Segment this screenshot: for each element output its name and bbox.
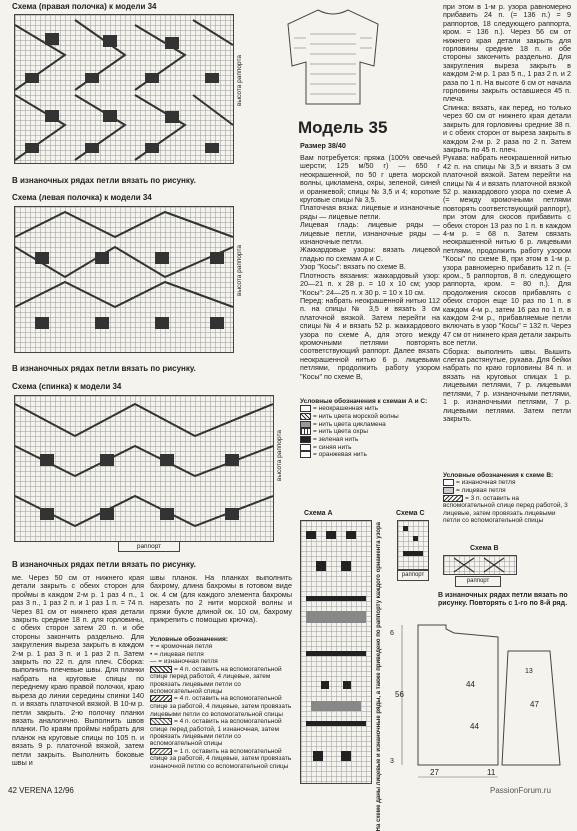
mid-bottom-text: швы планок. На планках выполнить бахрому, длина бахромы в готовом виде ок. 4 см (для каждого элемента бахромы нарезать по 2 нити морской волны и пряжи букле длиной ок. 10 см, бахрому прикрепить с помощью крючка). bbox=[150, 573, 292, 625]
front-text: Перед: набрать неокрашенной нитью 112 п. на спицы № 3,5 и вязать 3 см платочной вязкой. Затем перейти на спицы № 4 и вязать 52 р. жаккардового узора по схеме А, для этого между кромочными петлями повторять соответствующий раппорт. Далее вязать неокрашенной нитью 6 р. лицевыми петлями, продолжить работу узором "Косы" по схеме В, bbox=[300, 295, 440, 381]
dim-44: 44 bbox=[466, 680, 475, 689]
right-column-text bbox=[443, 3, 571, 423]
swatch bbox=[300, 405, 311, 412]
scheme-b-chart bbox=[443, 555, 517, 575]
model-size: Размер 38/40 bbox=[300, 141, 346, 150]
swatch bbox=[300, 451, 311, 458]
model-title: Модель 35 bbox=[298, 118, 388, 137]
swatch bbox=[443, 495, 463, 502]
legend-item: = нить цвета морской волны bbox=[300, 413, 436, 421]
page-footer bbox=[8, 786, 74, 795]
legend-item: = 3 п. оставить на вспомогательной спице перед работой, 3 лицевые, затем провязать лицевыми петли со вспомогательной спицы bbox=[443, 494, 568, 525]
front-cont-text: при этом в 1-м р. узора равномерно прибавить 24 п. (= 136 п.) = 9 раппортов, 18 следующего раппорта, кром. = 136 п.). Через 56 см от нижнего края детали закрыть для горловины средние 18 п. и обе стороны закончить раздельно. Для закругления выреза закрыть в каждом 2-м р. 1 раз 5 п., 1 раз 2 п. и 2 раза по 1 п. На высоте 6 см от начала горловины закрыть оставшиеся 45 п. плеча. bbox=[443, 2, 571, 104]
dim-3: 3 bbox=[390, 758, 394, 765]
dim-44b: 44 bbox=[470, 722, 479, 731]
scheme-note: В изнаночных рядах петли вязать по рисунку. bbox=[12, 364, 196, 373]
magazine-name: VERENA 12/96 bbox=[19, 786, 74, 795]
rapport-height-label: высота раппорта bbox=[236, 55, 243, 107]
jacquard-text: Жаккардовые узоры: вязать лицевой гладью по схемам А и С. bbox=[300, 245, 440, 263]
scheme-a-vertical-note: На схеме даны лицевые и изнаночные ряды, а также приведено по раппорту каждого орнамента узора bbox=[376, 522, 382, 831]
scheme-a-pattern bbox=[301, 521, 371, 783]
legend-item: = 4 п. оставить на вспомогательной спице перед работой, 4 лицевые, затем провязать лицевыми петли со вспомогательной спицы bbox=[150, 665, 282, 696]
legend-item: = зеленая нить bbox=[300, 436, 436, 444]
scheme-note: В изнаночных рядах петли вязать по рисунку. bbox=[12, 176, 196, 185]
legend-item: = нить цвета цикламена bbox=[300, 421, 436, 429]
swatch bbox=[300, 421, 311, 428]
scheme-title: Схема (спинка) к модели 34 bbox=[12, 382, 122, 391]
swatch bbox=[443, 487, 454, 494]
scheme-note: В изнаночных рядах петли вязать по рисунку. bbox=[12, 560, 196, 569]
materials-text: Вам потребуется: пряжа (100% овечьей шерсти; 125 м/50 г) — 650 г неокрашенной, по 50 г цвета морской волны, цикламена, охры, зеленой, синей и оранжевой; спицы № 3,5 и 4; короткие круговые спицы № 3,5. bbox=[300, 153, 440, 205]
chart-pattern bbox=[15, 15, 233, 163]
swatch bbox=[150, 695, 172, 702]
legend-item: = 4 п. оставить на вспомогательной спице за работой, 4 лицевые, затем провязать лицевыми петли со вспомогательной спицы bbox=[150, 695, 292, 718]
rapport-height-label: высота раппорта bbox=[236, 245, 243, 297]
page-number: 42 bbox=[8, 786, 17, 795]
sleeves-text: Рукава: набрать неокрашенной нитью 42 п. на спицы № 3,5 и вязать 3 см платочной вязкой. Затем перейти на спицы № 4 и вязать платочной вязкой 52 р. жаккардового узора по схеме А (= между кромочными петлями повторять соответствующий раппорт), при этом для скосов прибавить с обеих сторон 13 раз по 1 п. в каждом 4-м р. = 68 п. Затем связать неокрашенной нитью 6 р. лицевыми петлями, продолжить работу узором "Косы" по схеме В, при этом в 1-м р. узора равномерно прибавить 12 п. (= кром., 5 раппортов, 8 п. следующего раппорта, кром. = 80 п.). Для продолжения скосов прибавлять с обеих сторон еще 10 раз по 1 п. в каждом 4-м р., затем 16 раз по 1 п. в каждом 2-м р., прибавляемые петли включать в узор "Косы" = 132 п. Через 47 см от нижнего края детали закрыть все петли. bbox=[443, 153, 571, 348]
knit-chart bbox=[14, 14, 234, 164]
left-bottom-text: ме. Через 50 см от нижнего края детали закрыть с обеих сторон для проймы в каждом 2-м р. 1 раз 4 п., 1 раз 3 п., 1 раз 2 п. и 1 раз 1 п. = 74 п. Через 81 см от нижнего края детали закрыть средние 18 п. для горловины, с обеих сторон затем 20 п. и обе стороны закончить раздельно. Для закругления выреза закрыть в каждом 2-м р. 1 раз 3 п. и 1 раз 2 п. Затем закрыть по 22 п. для плеч. Сборка: выполнить плечевые швы. Для планки набрать на круговые спицы по переднему краю правой полочки, краю выреза до линии середины спинки 140 п. и вязать платочной вязкой. В 10-м р. петли закрыть. 2-ю полочку планки вязать аналогично. Выполнить швов планки. По краям проймы набрать для планок на круговые спицы по 105 п. и вязать 9 р. платочной вязкой, затем петли закрыть. Выполнить боковые швы и bbox=[12, 573, 144, 767]
legend-item: = 1 п. оставить на вспомогательной спице за работой, 4 лицевые, затем провязать изнаночной петлю со вспомогательной спицы bbox=[150, 747, 292, 770]
swatch bbox=[300, 436, 311, 443]
legend-b bbox=[443, 472, 571, 525]
legend-title: Условные обозначения к схемам А и С: bbox=[300, 398, 428, 405]
legend-ac bbox=[300, 398, 436, 459]
stockinette-text: Лицевая гладь: лицевые ряды — лицевые петли, изнаночные ряды — изнаночные петли. bbox=[300, 220, 440, 247]
scheme-title: Схема (левая полочка) к модели 34 bbox=[12, 193, 152, 202]
model-text bbox=[300, 154, 440, 381]
legend-item: = лицевая петля bbox=[443, 487, 571, 495]
scheme-b-title: Схема В bbox=[470, 545, 499, 552]
legend-item: = 4 п. оставить на вспомогательной спице перед работой, 1 изнаночная, затем провязать лицевыми петли со вспомогательной спицы bbox=[150, 718, 282, 748]
swatch bbox=[300, 444, 311, 451]
legend-item: = изнаночная петля bbox=[443, 479, 571, 487]
back-text: Спинка: вязать, как перед, но только через 60 см от нижнего края детали закрыть для горловины средние 38 п. и с обеих сторон от выреза закрыть в каждом 2-м р. 2 раза по 2 п. Затем закрыть по 45 п. плеч. bbox=[443, 102, 571, 154]
swatch bbox=[150, 666, 172, 673]
legend-item: = синяя нить bbox=[300, 444, 436, 452]
gauge-text: Плотность вязания: жаккардовый узор: 20—21 п. х 28 р. = 10 х 10 см; узор "Косы": 24—25 п. х 30 р. = 10 х 10 см. bbox=[300, 270, 440, 297]
swatch bbox=[300, 413, 311, 420]
scheme-a-title: Схема А bbox=[304, 510, 333, 517]
mid-legend bbox=[150, 636, 292, 770]
swatch bbox=[300, 428, 311, 435]
swatch bbox=[150, 748, 172, 755]
scheme-c-pattern bbox=[398, 521, 428, 569]
assembly-text: Сборка: выполнить швы. Вышить слегка растянутые, рукава. Для бейки набрать по краю горловины 84 п. и вязать на круговых спицах 1 р. лицевыми петлями, 7 р. лицевыми петлями, 7 р. изнаночными петлями, 1 р. изнаночными петлями, 7 р. лицевыми петлями. Затем петли закрыть. bbox=[443, 346, 571, 423]
scheme-c-title: Схема С bbox=[396, 510, 425, 517]
dim-11: 11 bbox=[487, 768, 496, 777]
chart-pattern bbox=[15, 207, 233, 352]
chart-pattern bbox=[15, 396, 273, 541]
braids-text: Узор "Косы": вязать по схеме В. bbox=[300, 262, 406, 272]
dim-13: 13 bbox=[525, 668, 533, 675]
garment-pattern bbox=[388, 615, 568, 785]
garter-stitch-text: Платочная вязка: лицевые и изнаночные ряды — лицевые петли. bbox=[300, 203, 440, 221]
dim-56: 56 bbox=[395, 690, 404, 699]
dim-47: 47 bbox=[530, 700, 539, 709]
legend-title: Условные обозначения к схеме В: bbox=[443, 472, 554, 479]
scheme-c-chart bbox=[397, 520, 429, 570]
scheme-b-note: В изнаночных рядах петли вязать по рисунку. Повторять с 1-го по 8-й ряд. bbox=[438, 592, 568, 607]
rapport-label: раппорт bbox=[118, 541, 180, 552]
knit-chart bbox=[14, 206, 234, 353]
scheme-a-chart bbox=[300, 520, 372, 784]
legend-item: = нить цвета охры bbox=[300, 428, 436, 436]
legend-item: = оранжевая нить bbox=[300, 451, 436, 459]
scheme-b-pattern bbox=[444, 556, 516, 574]
watermark: PassionForum.ru bbox=[490, 786, 551, 795]
dim-27: 27 bbox=[430, 768, 439, 777]
legend-item: • = лицевая петля bbox=[150, 650, 204, 658]
legend-item: = неокрашенная нить bbox=[300, 405, 436, 413]
rapport-height-label: высота раппорта bbox=[276, 430, 283, 482]
legend-title: Условные обозначения: bbox=[150, 636, 228, 643]
scheme-title: Схема (правая полочка) к модели 34 bbox=[12, 2, 157, 11]
swatch bbox=[150, 718, 172, 725]
legend-item: — = изнаночная петля bbox=[150, 658, 218, 666]
dim-6: 6 bbox=[390, 630, 394, 637]
scheme-c-rapport: раппорт bbox=[397, 570, 429, 581]
legend-item: + = кромочная петля bbox=[150, 643, 213, 651]
scheme-b-rapport: раппорт bbox=[455, 576, 501, 587]
swatch bbox=[443, 479, 454, 486]
knit-chart bbox=[14, 395, 274, 542]
sweater-drawing bbox=[284, 4, 382, 109]
